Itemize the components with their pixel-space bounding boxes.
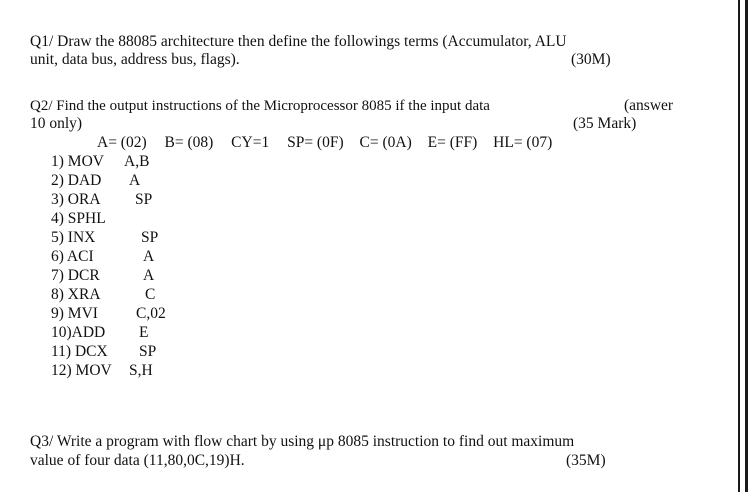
instruction-operand: SP (135, 191, 153, 208)
register-c: C= (0A) (359, 134, 412, 151)
register-hl: HL= (07) (493, 134, 553, 151)
page-edge-border (736, 0, 750, 492)
q3-mark: (35M) (566, 452, 606, 469)
instruction-operand: A,B (124, 153, 150, 170)
register-e: E= (FF) (427, 134, 478, 151)
instruction-item (51, 324, 149, 342)
q1-mark: (30M) (571, 51, 611, 68)
instruction-item (51, 191, 153, 209)
instruction-item (51, 343, 157, 361)
instruction-mnemonic: 3) ORA (51, 191, 101, 208)
instruction-item (51, 153, 150, 171)
q2-line-1: Q2/ Find the output instructions of the Microprocessor 8085 if the input data (30, 98, 490, 114)
instruction-operand: SP (141, 229, 159, 246)
instruction-mnemonic: 7) DCR (51, 267, 100, 284)
register-a: A= (02) (97, 134, 147, 151)
instruction-mnemonic: 5) INX (51, 229, 96, 246)
q3-line-1: Q3/ Write a program with flow chart by using μp 8085 instruction to find out maximum (30, 433, 575, 450)
register-cy: CY=1 (231, 134, 270, 151)
instruction-item (51, 248, 155, 266)
instruction-operand: SP (139, 343, 157, 360)
register-sp: SP= (0F) (287, 134, 344, 151)
q2-line-1-right: (answer (624, 97, 674, 114)
instruction-mnemonic: 10)ADD (51, 324, 106, 341)
instruction-mnemonic: 12) MOV (51, 362, 112, 379)
q2-line-2: 10 only) (30, 115, 83, 132)
instruction-item (51, 362, 153, 380)
register-b: B= (08) (164, 134, 214, 151)
instruction-mnemonic: 8) XRA (51, 286, 101, 303)
q1-line-2: unit, data bus, address bus, flags). (30, 51, 240, 68)
instruction-operand: E (139, 324, 149, 341)
instruction-item (51, 229, 159, 247)
instruction-mnemonic: 11) DCX (51, 343, 108, 360)
instruction-item (51, 210, 106, 228)
instruction-operand: A (143, 248, 155, 265)
q3-line-2: value of four data (11,80,0C,19)H. (30, 452, 245, 469)
instruction-mnemonic: 1) MOV (51, 153, 104, 170)
instruction-operand: A (129, 172, 141, 189)
register-values (97, 134, 552, 152)
instruction-operand: S,H (129, 362, 153, 379)
instruction-operand: C (145, 286, 156, 303)
instruction-mnemonic: 6) ACI (51, 248, 94, 265)
instruction-item (51, 267, 155, 285)
instruction-mnemonic: 2) DAD (51, 172, 102, 189)
q2-mark: (35 Mark) (573, 115, 637, 132)
instruction-item (51, 172, 141, 190)
instruction-operand: C,02 (136, 305, 166, 322)
instruction-item (51, 286, 156, 304)
instruction-mnemonic: 4) SPHL (51, 210, 106, 227)
instruction-item (51, 305, 166, 323)
q1-line-1: Q1/ Draw the 88085 architecture then define the followings terms (Accumulator, ALU (30, 33, 567, 50)
instruction-operand: A (143, 267, 155, 284)
instruction-mnemonic: 9) MVI (51, 305, 98, 322)
